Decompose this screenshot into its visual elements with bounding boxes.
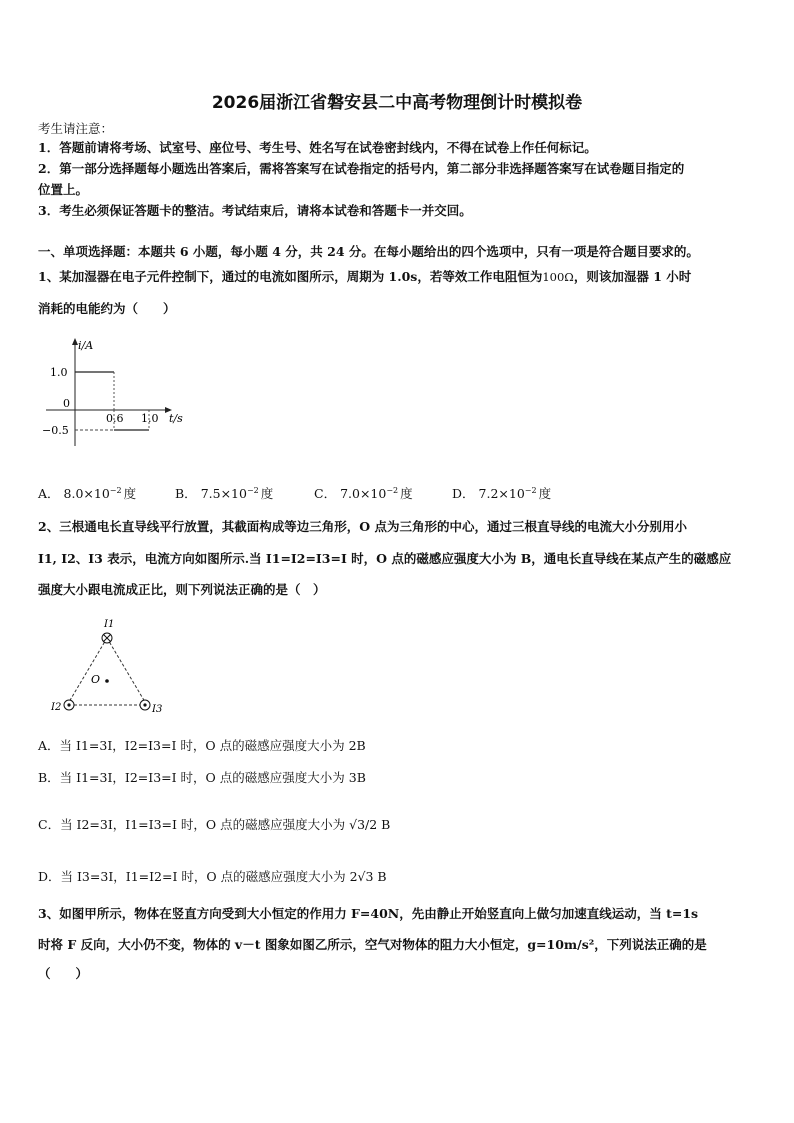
q3-stem-line1: 3、如图甲所示，物体在竖直方向受到大小恒定的作用力 F=40N，先由静止开始竖直向上做匀加速直线运动，当 t=1s [38,906,699,921]
notice-heading: 考生请注意： [38,121,114,136]
q1-option-a-letter: A． [38,486,60,501]
q1-option-d-exp: −2 [524,486,537,495]
section-heading: 一、单项选择题：本题共 6 小题，每小题 4 分，共 24 分。在每小题给出的四个选项中，只有一项是符合题目要求的。 [38,244,699,259]
q1-option-d-value: 7.2×10 [478,486,525,501]
q1-option-d[interactable] [452,484,551,502]
page-title: 2026届浙江省磐安县二中高考物理倒计时模拟卷 [211,93,583,113]
q1-option-b-letter: B． [175,486,197,501]
q2-option-d[interactable]: D．当 I3=3I，I1=I2=I 时，O 点的磁感应强度大小为 2√3 B [38,869,387,884]
notice-item-3: 3．考生必须保证答题卡的整洁。考试结束后，请将本试卷和答题卡一并交回。 [38,203,472,218]
q2-option-a[interactable]: A．当 I1=3I，I2=I3=I 时，O 点的磁感应强度大小为 2B [38,738,366,753]
notice-item-1: 1．答题前请将考场、试室号、座位号、考生号、姓名写在试卷密封线内，不得在试卷上作任何标记。 [38,140,597,155]
q1-option-d-letter: D． [452,486,475,501]
q1-graph-xtick-2: 1.0 [141,412,159,425]
q3-stem-line2: 时将 F 反向，大小仍不变，物体的 v－t 图象如图乙所示，空气对物体的阻力大小恒定，g=10m/s²，下列说法正确的是 [38,937,707,952]
q1-graph-xtick-1: 0.6 [106,412,124,425]
q1-option-a-unit: 度 [123,486,137,501]
q1-option-c-letter: C． [314,486,337,501]
q2-stem-line2: I1, I2、I3 表示，电流方向如图所示.当 I1=I2=I3=I 时，O 点的磁感应强度大小为 B，通电长直导线在某点产生的磁感应 [38,551,732,566]
q1-resistance: 100Ω [542,270,574,284]
q2-label-i1: I1 [104,619,115,630]
q1-option-a[interactable] [38,484,136,502]
q1-option-b-unit: 度 [260,486,274,501]
q1-graph-ytick-0: 0 [63,397,70,410]
q1-option-a-value: 8.0×10 [63,486,110,501]
q2-label-i2: I2 [51,702,62,713]
q1-option-c-value: 7.0×10 [340,486,387,501]
q1-graph-y-label: i/A [78,339,94,352]
notice-item-2-cont: 位置上。 [38,182,89,197]
q1-option-d-unit: 度 [538,486,552,501]
q1-option-b-exp: −2 [246,486,259,495]
q1-graph-ytick-1: 1.0 [50,366,68,379]
q1-stem-part-b: ，则该加湿器 1 小时 [573,269,692,284]
q1-graph-x-label: t/s [169,412,183,425]
q2-triangle-diagram [50,614,180,718]
q2-label-o: O [91,673,101,686]
q1-option-a-exp: −2 [109,486,122,495]
q1-option-b-value: 7.5×10 [200,486,247,501]
q3-stem-line3: （ ） [38,966,89,981]
q2-option-c[interactable]: C．当 I2=3I，I1=I3=I 时，O 点的磁感应强度大小为 √3/2 B [38,817,391,832]
notice-item-2: 2．第一部分选择题每小题选出答案后，需将答案写在试卷指定的括号内，第二部分非选择题答案写在试卷题目指定的 [38,161,685,176]
q1-option-b[interactable] [175,484,273,502]
q1-current-graph [38,336,198,448]
q2-label-i3: I3 [152,704,163,715]
q1-option-c[interactable] [314,484,413,502]
q2-stem-line1: 2、三根通电长直导线平行放置，其截面构成等边三角形，O 点为三角形的中心，通过三根直导线的电流大小分别用小 [38,519,687,534]
q2-stem-line3: 强度大小跟电流成正比，则下列说法正确的是（ ） [38,582,326,597]
q1-option-c-exp: −2 [386,486,399,495]
q1-stem-line1 [38,268,691,286]
q1-graph-ytick-neg: −0.5 [42,424,69,437]
q1-stem-line2: 消耗的电能约为（ ） [38,301,176,316]
q1-stem-part-a: 1、某加湿器在电子元件控制下，通过的电流如图所示，周期为 1.0s，若等效工作电阻恒为 [38,269,543,284]
q2-option-b[interactable]: B．当 I1=3I，I2=I3=I 时，O 点的磁感应强度大小为 3B [38,770,366,785]
q1-option-c-unit: 度 [400,486,413,501]
